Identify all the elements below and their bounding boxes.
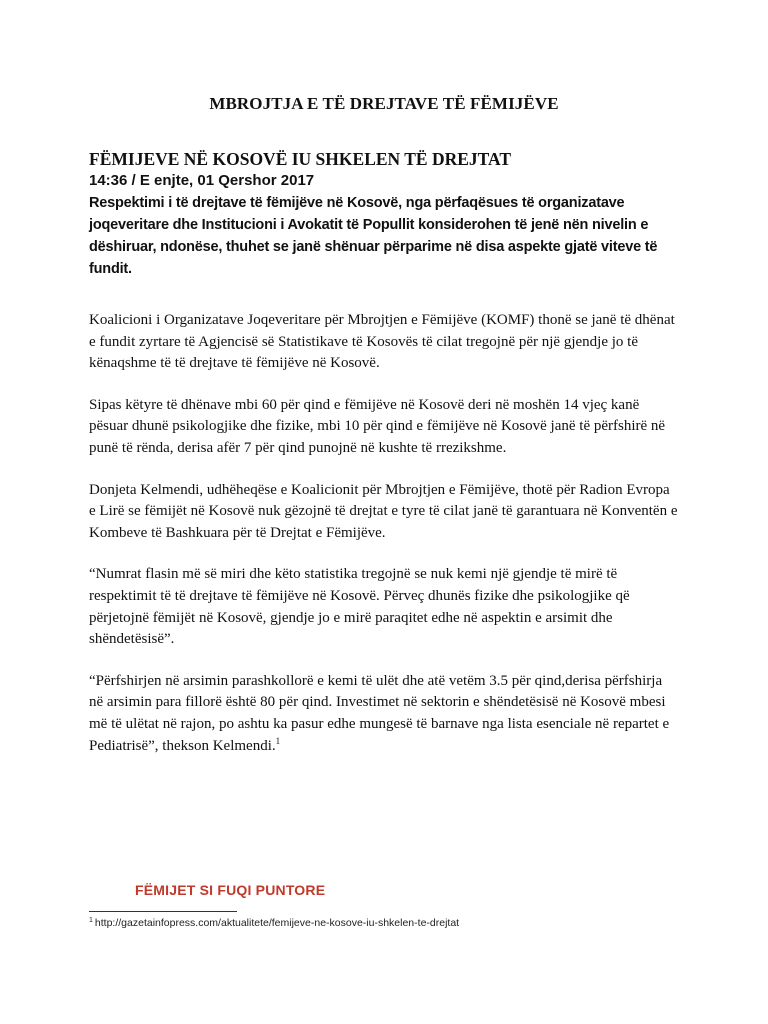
paragraph-5 (89, 671, 679, 757)
footnote-divider (89, 911, 237, 912)
article-dateline: 14:36 / E enjte, 01 Qershor 2017 (89, 172, 315, 189)
paragraph-2: Sipas këtyre të dhënave mbi 60 për qind e fëmijëve në Kosovë deri në moshën 14 vjeç kanë pësuar dhunë psikologjike dhe fizike, mbi 10 për qind e fëmijëve në Kosovë janë të përfshirë në punë të rënda, derisa afër 7 për qind punojnë në kushte të rrezikshme. (89, 396, 666, 456)
footnote-reference[interactable]: 1 (275, 735, 281, 746)
footnote (89, 917, 459, 929)
article (89, 148, 679, 757)
footnote-number: 1 (89, 916, 93, 924)
paragraph-5-text: “Përfshirjen në arsimin parashkollorë e kemi të ulët dhe atë vetëm 3.5 për qind,derisa përfshirja në arsimin para fillorë është 80 për qind. Investimet në sektorin e shëndetësisë në Kosovë mbesi më të ulëtat në rajon, po ashtu ka pasur edhe mungesë të barnave nga lista esenciale në repartet e Pediatrisë”, thekson Kelmendi. (89, 672, 670, 754)
paragraph-1: Koalicioni i Organizatave Joqeveritare për Mbrojtjen e Fëmijëve (KOMF) thonë se janë të dhënat e fundit zyrtare të Agjencisë së Statistikave të Kosovës të cilat tregojnë për një gjendje jo të kënaqshme të të drejtave të fëmijëve në Kosovë. (89, 312, 675, 372)
paragraph-3: Donjeta Kelmendi, udhëheqëse e Koalicionit për Mbrojtjen e Fëmijëve, thotë për Radion Evropa e Lirë se fëmijët në Kosovë nuk gëzojnë të drejtat e tyre të cilat janë të garantuara në Konventën e Kombeve të Bashkuara për të Drejtat e Fëmijëve. (89, 481, 678, 541)
section-heading: FËMIJET SI FUQI PUNTORE (135, 882, 326, 898)
document-title: MBROJTJA E TË DREJTAVE TË FËMIJËVE (209, 94, 559, 113)
footnote-link[interactable]: http://gazetainfopress.com/aktualitete/femijeve-ne-kosove-iu-shkelen-te-drejtat (94, 917, 460, 929)
article-headline: FËMIJEVE NË KOSOVË IU SHKELEN TË DREJTAT (89, 149, 512, 169)
paragraph-4: “Numrat flasin më së miri dhe këto statistika tregojnë se nuk kemi një gjendje të mirë të respektimit të të drejtave të fëmijëve në Kosovë. Përveç dhunës fizike dhe psikologjike që përjetojnë fëmijët në Kosovë, gjendje jo e mirë paraqitet edhe në aspektin e arsimit dhe shëndetësisë”. (89, 566, 630, 648)
article-lead: Respektimi i të drejtave të fëmijëve në Kosovë, nga përfaqësues të organizatave joqeveritare dhe Institucioni i Avokatit të Popullit konsiderohen të jenë nën nivelin e dëshiruar, ndonëse, thuhet se janë shënuar përparime në disa aspekte gjatë viteve të fundit. (89, 195, 658, 277)
